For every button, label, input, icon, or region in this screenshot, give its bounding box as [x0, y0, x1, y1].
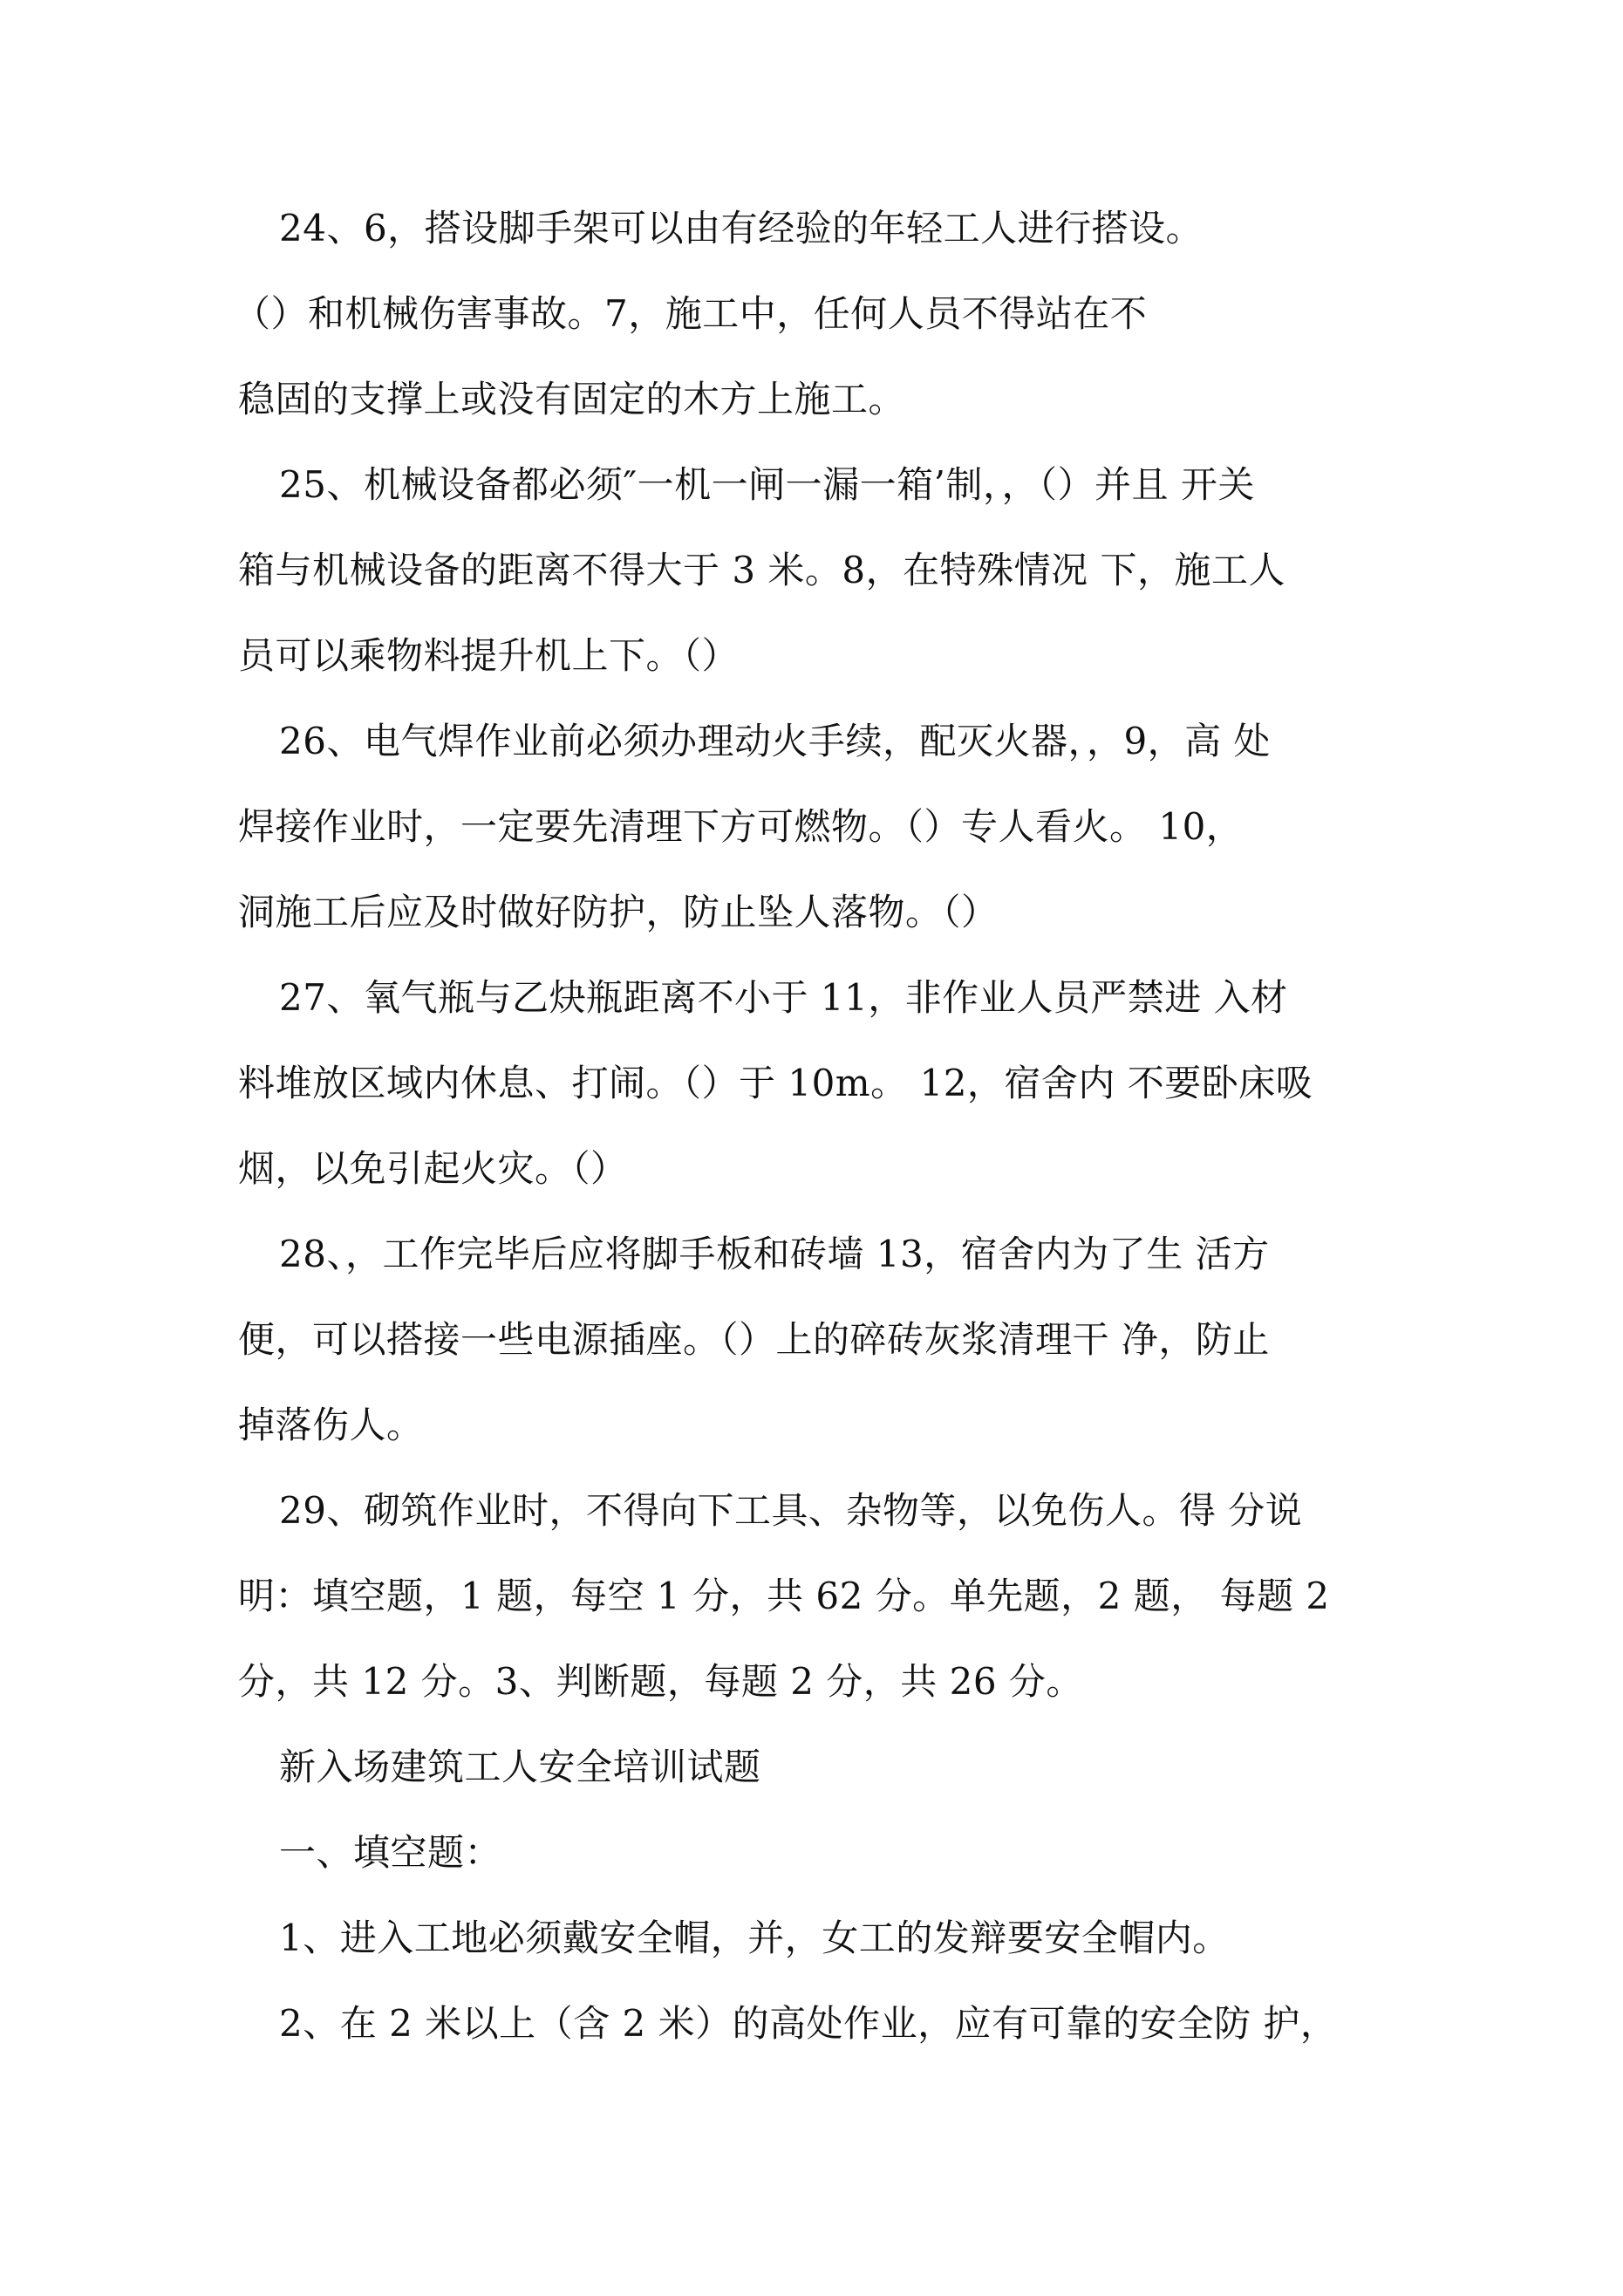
text-line: 料堆放区域内休息、打闹。（）于 10m。 12，宿舍内 不要卧床吸 [238, 1062, 1313, 1104]
text-line: 1、进入工地必须戴安全帽，并，女工的发辩要安全帽内。 [279, 1917, 1230, 1959]
text-line: 29、砌筑作业时，不得向下工具、杂物等，以免伤人。得 分说 [279, 1489, 1303, 1532]
text-line: 稳固的支撑上或没有固定的木方上施工。 [238, 378, 906, 420]
text-line: 分，共 12 分。3、判断题，每题 2 分，共 26 分。 [238, 1660, 1083, 1703]
text-line: 28、，工作完毕后应将脚手板和砖墙 13，宿舍内为了生 活方 [279, 1233, 1270, 1275]
text-line: （）和机械伤害事故。7，施工中，任何人员不得站在不 [234, 292, 1148, 335]
section-heading: 一、填空题： [279, 1831, 502, 1874]
text-line: 25、机械设备都必须″一机一闸一漏一箱’制，，（）并且 开关 [279, 463, 1255, 506]
text-line: 焊接作业时，一定要先清理下方可燃物。（）专人看火。 10， [238, 805, 1244, 848]
text-line: 洞施工后应及时做好防护，防止坠人落物。（） [238, 891, 999, 933]
text-line: 24、6，搭设脚手架可以由有经验的年轻工人进行搭设。 [279, 207, 1204, 249]
section-title: 新入场建筑工人安全培训试题 [279, 1746, 761, 1788]
text-line: 烟，以免引起火灾。（） [238, 1147, 628, 1190]
text-line: 2、在 2 米以上（含 2 米）的高处作业，应有可靠的安全防 护， [279, 2002, 1338, 2045]
text-line: 26、电气焊作业前必须办理动火手续，配灭火器，，9，高 处 [279, 720, 1272, 762]
text-line: 箱与机械设备的距离不得大于 3 米。8，在特殊情况 下，施工人 [238, 549, 1285, 591]
text-line: 员可以乘物料提升机上下。（） [238, 634, 740, 677]
text-line: 便，可以搭接一些电源插座。（）上的碎砖灰浆清理干 净，防止 [238, 1318, 1270, 1361]
text-line: 掉落伤人。 [238, 1404, 424, 1446]
text-line: 明：填空题，1 题，每空 1 分，共 62 分。单先题，2 题， 每题 2 [238, 1575, 1330, 1617]
text-line: 27、氧气瓶与乙炔瓶距离不小于 11，非作业人员严禁进 入材 [279, 976, 1288, 1019]
